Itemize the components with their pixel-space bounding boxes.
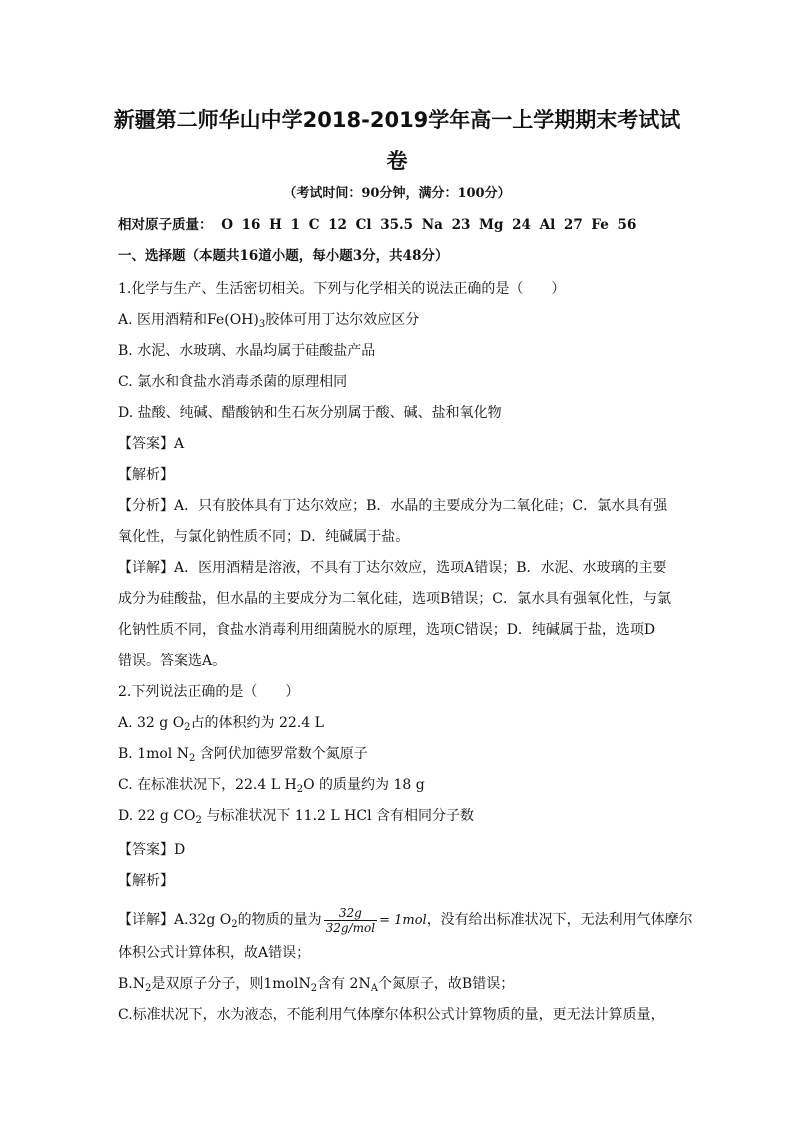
question-2-option-d: D. 22 g $CO_2$ 与标准状况下 11.2 L HCl 含有相同分子数 <box>118 808 474 826</box>
question-2-detail-b: $B.N_2$是双原子分子，则1molN$_2$含有 $2N_A$个氮原子，故B错误； <box>118 976 515 994</box>
question-2-detail-a-line2: 体积公式计算体积，故A错误； <box>118 945 311 961</box>
atomic-mass-line: 相对原子质量： O 16 H 1 C 12 Cl 35.5 Na 23 Mg 24 Al 27 Fe 56 <box>118 217 637 233</box>
question-1-detail-line1: 【详解】A．医用酒精是溶液，不具有丁达尔效应，选项A错误；B．水泥、水玻璃的主要 <box>118 560 667 576</box>
question-1-fenxi-line1: 【分析】A．只有胶体具有丁达尔效应；B．水晶的主要成分为二氧化硅；C．氯水具有强 <box>118 498 668 514</box>
question-2-option-a: A. 32 g $O_2$占的体积约为 22.4 L <box>118 715 324 733</box>
exam-info: （考试时间：90分钟，满分：100分） <box>283 186 511 201</box>
question-1-detail-line2: 成分为硅酸盐，但水晶的主要成分为二氧化硅，选项B错误；C．氯水具有强氧化性，与氯 <box>118 591 671 607</box>
question-1-detail-line4: 错误。答案选A。 <box>118 653 227 669</box>
question-1-option-a: A. 医用酒精和$Fe(OH)_3$胶体可用丁达尔效应区分 <box>118 312 420 330</box>
section-heading: 一、选择题（本题共16道小题，每小题3分，共48分） <box>118 248 449 264</box>
question-1-fenxi-line2: 氧化性，与氯化钠性质不同；D．纯碱属于盐。 <box>118 529 410 545</box>
question-1-analysis-label: 【解析】 <box>118 467 174 483</box>
question-1-option-c: C. 氯水和食盐水消毒杀菌的原理相同 <box>118 374 348 390</box>
question-2-stem: 2.下列说法正确的是（ ） <box>118 684 300 700</box>
question-1-option-b: B. 水泥、水玻璃、水晶均属于硅酸盐产品 <box>118 343 376 359</box>
question-1-stem: 1.化学与生产、生活密切相关。下列与化学相关的说法正确的是（ ） <box>118 281 566 297</box>
question-1-answer: 【答案】A <box>118 436 185 452</box>
document-title-line2: 卷 <box>386 149 408 173</box>
question-1-detail-line3: 化钠性质不同，食盐水消毒利用细菌脱水的原理，选项C错误；D．纯碱属于盐，选项D <box>118 622 656 638</box>
question-2-detail-c: C.标准状况下，水为液态，不能利用气体摩尔体积公式计算物质的量，更无法计算质量， <box>118 1007 665 1023</box>
question-2-analysis-label: 【解析】 <box>118 873 174 889</box>
question-2-detail-a-line1: 【详解】A.32g $O_2$的物质的量为 $\frac{32g}{\text{32g/mol}}$ = 1mol，没有给出标准状况下，无法利用气体摩尔 <box>118 905 693 935</box>
question-1-option-d: D. 盐酸、纯碱、醋酸钠和生石灰分别属于酸、碱、盐和氧化物 <box>118 405 502 421</box>
document-title-line1: 新疆第二师华山中学2018-2019学年高一上学期期末考试试 <box>113 108 681 132</box>
question-2-option-b: B. 1mol $N_2$ 含阿伏加德罗常数个氮原子 <box>118 746 368 764</box>
mole-fraction-formula: $\frac{32g}{\text{32g/mol}}$ <box>325 905 376 935</box>
question-2-answer: 【答案】D <box>118 842 186 858</box>
question-2-option-c: C. 在标准状况下，22.4 L $H_2O$ 的质量约为 18 g <box>118 777 425 795</box>
